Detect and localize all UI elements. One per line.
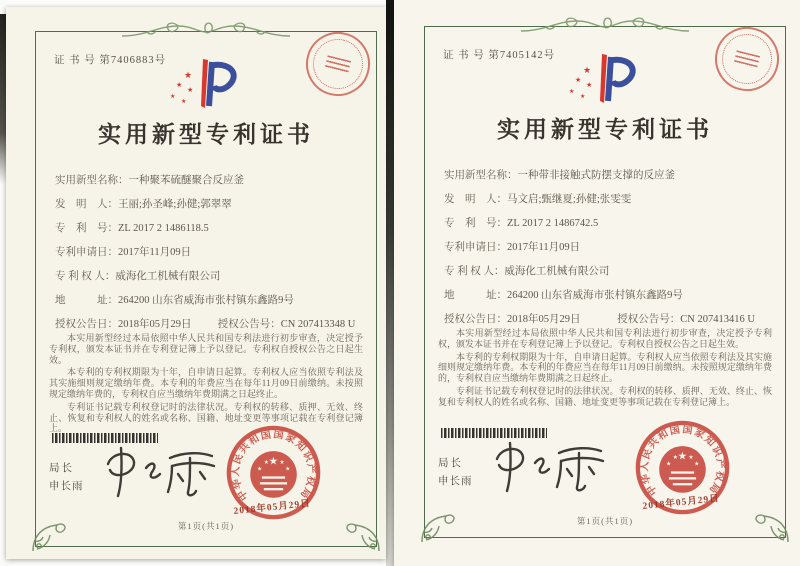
certificate-number-label: 证 书 号 — [443, 50, 485, 61]
legal-text — [438, 328, 772, 410]
svg-text:★: ★ — [285, 466, 291, 473]
page-number: 第1页(共1页) — [576, 516, 634, 526]
corner-ornament-icon — [418, 506, 458, 546]
certificate-title: 实用新型专利证书 — [98, 122, 314, 147]
field-label-inventors: 发 明 人： — [444, 194, 507, 205]
cnipa-patent-logo-icon — [156, 56, 256, 112]
seal-ring-text: 中华人民共和国国家知识产权局 — [230, 429, 317, 503]
field-value-filing-date: 2017年11月09日 — [507, 242, 581, 253]
field-label-name: 实用新型名称： — [55, 175, 129, 186]
field-label-filing-date: 专利申请日： — [55, 247, 118, 258]
corner-ornament-icon — [752, 506, 792, 546]
legal-paragraph-1: 本实用新型经过本局依照中华人民共和国专利法进行初步审查，决定授予专利权，颁发本证书并在专利登记簿上予以登记。专利权自授权公告之日起生效。 — [49, 333, 363, 365]
field-label-address: 地 址： — [444, 290, 507, 301]
barcode — [52, 433, 158, 443]
field-label-address: 地 址： — [55, 295, 118, 306]
field-value-grant-date: 2018年05月29日 — [507, 314, 581, 325]
director-title: 局长 — [438, 458, 463, 469]
svg-text:★: ★ — [569, 88, 575, 95]
legal-text — [49, 333, 363, 436]
barcode — [441, 428, 547, 438]
field-value-grant-no: CN 207413416 U — [680, 314, 755, 325]
field-value-patentee: 威海化工机械有限公司 — [115, 271, 221, 282]
certificate-right — [394, 0, 800, 566]
svg-text:★: ★ — [672, 454, 679, 461]
field-row-name — [444, 167, 771, 182]
director-name: 申长雨 — [49, 481, 84, 492]
field-label-inventors: 发 明 人： — [55, 199, 118, 210]
field-value-grant-no: CN 207413348 U — [280, 319, 356, 330]
field-value-filing-date: 2017年11月09日 — [118, 247, 192, 258]
field-label-grant-no: 授权公告号： — [217, 319, 281, 330]
field-label-patent-no: 专 利 号： — [55, 223, 118, 234]
field-row-name — [55, 172, 362, 187]
svg-text:★: ★ — [583, 66, 592, 76]
field-row-filing-date — [55, 244, 362, 259]
seal-date: 2018年05月29日 — [233, 498, 312, 518]
field-value-address: 264200 山东省威海市张村镇东鑫路9号 — [118, 295, 294, 306]
top-floral-ornament-icon — [515, 14, 695, 40]
agency-stamp-icon — [299, 25, 377, 103]
svg-text:★: ★ — [279, 459, 285, 466]
page-gap-shadow — [386, 0, 394, 566]
field-label-patentee: 专 利 权 人： — [444, 266, 505, 277]
corner-ornament-icon — [29, 515, 69, 555]
agency-stamp-icon — [708, 20, 786, 98]
field-label-patent-no: 专 利 号： — [444, 218, 507, 229]
svg-text:★: ★ — [268, 454, 279, 468]
page-number: 第1页(共1页) — [177, 521, 235, 531]
svg-text:★: ★ — [677, 449, 688, 463]
field-row-patent-no — [55, 220, 362, 235]
field-row-address — [55, 292, 362, 307]
field-row-grant — [55, 316, 362, 331]
field-value-inventors: 王丽;孙圣峰;孙健;郭翠翠 — [118, 199, 232, 210]
legal-paragraph-2: 本专利的专利权期限为十年，自申请日起算。专利权人应当依照专利法及其实施细则规定缴纳年费。本专利的年费应当在每年11月09日前缴纳。未按照规定缴纳年费的，专利权自应当缴纳年费期满之日起终止。 — [49, 367, 363, 399]
director-signature-icon — [102, 444, 222, 499]
field-value-patent-no: ZL 2017 2 1486118.5 — [118, 223, 209, 234]
director-signature-icon — [491, 439, 611, 494]
field-label-patentee: 专 利 权 人： — [55, 271, 116, 282]
field-row-patent-no — [444, 215, 771, 230]
field-grant-no — [617, 311, 755, 326]
legal-paragraph-1: 本实用新型经过本局依照中华人民共和国专利法进行初步审查，决定授予专利权，颁发本证书并在专利登记簿上予以登记。专利权自授权公告之日起生效。 — [438, 328, 772, 349]
certificate-number-label: 证 书 号 — [54, 55, 96, 66]
certificate-border-frame — [424, 26, 786, 538]
director-title: 局长 — [49, 463, 74, 474]
field-value-name: 一种聚苯硫醚聚合反应釜 — [128, 175, 244, 186]
field-row-patentee — [55, 268, 362, 283]
svg-text:★: ★ — [666, 461, 672, 468]
svg-text:★: ★ — [575, 76, 582, 84]
top-floral-ornament-icon — [116, 19, 296, 45]
svg-text:★: ★ — [170, 93, 176, 100]
certificate-number — [443, 47, 555, 62]
svg-text:★: ★ — [580, 93, 586, 100]
svg-text:★: ★ — [257, 466, 263, 473]
corner-ornament-icon — [343, 515, 383, 555]
svg-text:★: ★ — [263, 459, 270, 466]
field-value-address: 264200 山东省威海市张村镇东鑫路9号 — [507, 290, 683, 301]
legal-paragraph-2: 本专利的专利权期限为十年，自申请日起算。专利权人应当依照专利法及其实施细则规定缴纳年费。本专利的年费应当在每年11月09日前缴纳。未按照规定缴纳年费的，专利权自应当缴纳年费期满之日起终止。 — [438, 351, 772, 384]
field-row-grant — [444, 311, 771, 326]
director-name: 申长雨 — [438, 476, 473, 487]
certificate-number-value: 第7406883号 — [99, 55, 167, 66]
field-label-grant-date: 授权公告日： — [55, 319, 118, 330]
field-row-inventors — [444, 191, 771, 206]
legal-paragraph-3: 专利证书记载专利权登记时的法律状况。专利权的转移、质押、无效、终止、恢复和专利权人的姓名或名称、国籍、地址变更等事项记载在专利登记簿上。 — [49, 401, 363, 434]
cnipa-patent-logo-icon — [555, 51, 655, 107]
field-row-inventors — [55, 196, 362, 211]
field-label-name: 实用新型名称： — [444, 170, 518, 181]
seal-ring-text: 中华人民共和国国家知识产权局 — [639, 424, 726, 498]
svg-text:★: ★ — [176, 81, 183, 89]
svg-text:★: ★ — [688, 454, 694, 461]
certificate-title: 实用新型专利证书 — [497, 117, 713, 142]
seal-date: 2018年05月29日 — [642, 493, 721, 513]
field-label-filing-date: 专利申请日： — [444, 242, 507, 253]
certificate-number — [54, 52, 166, 67]
field-row-address — [444, 287, 771, 302]
field-value-name: 一种带非接触式防摆支撑的反应釜 — [517, 170, 675, 181]
field-row-filing-date — [444, 239, 771, 254]
field-value-patent-no: ZL 2017 2 1486742.5 — [507, 218, 599, 229]
field-label-grant-no: 授权公告号： — [617, 314, 681, 325]
legal-paragraph-3: 专利证书记载专利权登记时的法律状况。专利权的转移、质押、无效、终止、恢复和专利权人的姓名或名称、国籍、地址变更等事项记载在专利登记簿上。 — [438, 385, 772, 407]
svg-text:★: ★ — [181, 98, 187, 105]
svg-text:★: ★ — [694, 461, 700, 468]
field-value-inventors: 马文启;甄继夏;孙健;张雯雯 — [507, 194, 632, 205]
certificate-number-value: 第7405142号 — [488, 50, 556, 61]
svg-text:★: ★ — [586, 81, 593, 89]
certificate-left — [6, 7, 386, 559]
field-value-grant-date: 2018年05月29日 — [118, 319, 192, 330]
field-grant-no — [218, 316, 356, 331]
field-row-patentee — [444, 263, 771, 278]
field-label-grant-date: 授权公告日： — [444, 314, 507, 325]
certificate-border-frame — [35, 31, 377, 547]
svg-text:★: ★ — [184, 71, 193, 81]
svg-text:★: ★ — [187, 86, 194, 94]
field-value-patentee: 威海化工机械有限公司 — [504, 266, 610, 277]
